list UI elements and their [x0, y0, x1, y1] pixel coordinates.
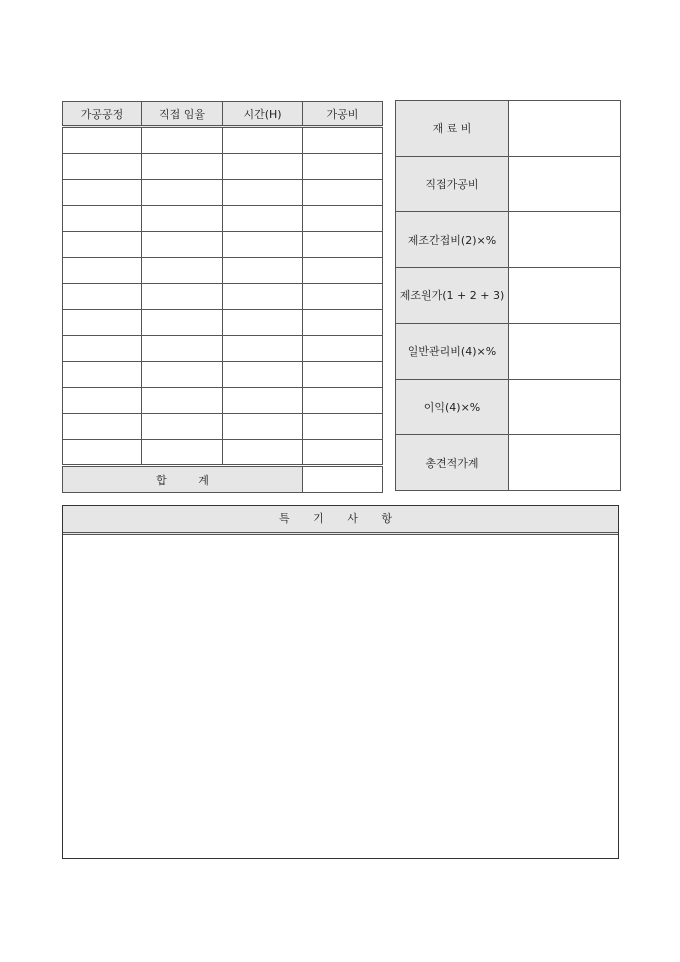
- table-cell[interactable]: [303, 284, 383, 310]
- table-cell[interactable]: [223, 362, 303, 388]
- table-cell[interactable]: [303, 258, 383, 284]
- header-process: 가공공정: [63, 102, 142, 127]
- table-cell[interactable]: [142, 258, 223, 284]
- table-cell[interactable]: [63, 440, 142, 466]
- cost-label-manufacturing-cost: 제조원가(1 + 2 + 3): [396, 268, 509, 324]
- table-cell[interactable]: [142, 284, 223, 310]
- table-cell[interactable]: [142, 180, 223, 206]
- table-cell[interactable]: [63, 180, 142, 206]
- cost-row-general-admin: [396, 323, 621, 379]
- table-cell[interactable]: [142, 154, 223, 180]
- header-hours: 시간(H): [223, 102, 303, 127]
- table-cell[interactable]: [63, 414, 142, 440]
- table-row: [63, 362, 383, 388]
- table-cell[interactable]: [63, 232, 142, 258]
- table-cell[interactable]: [223, 206, 303, 232]
- table-row: [63, 414, 383, 440]
- cost-value-direct-processing[interactable]: [509, 156, 621, 212]
- table-cell[interactable]: [303, 154, 383, 180]
- table-cell[interactable]: [223, 310, 303, 336]
- table-cell[interactable]: [303, 127, 383, 154]
- cost-summary-table: [395, 100, 621, 491]
- table-cell[interactable]: [223, 414, 303, 440]
- table-cell[interactable]: [142, 440, 223, 466]
- total-row: [63, 466, 383, 493]
- table-cell[interactable]: [63, 284, 142, 310]
- total-value-cell[interactable]: [303, 466, 383, 493]
- table-cell[interactable]: [223, 258, 303, 284]
- table-cell[interactable]: [223, 154, 303, 180]
- table-cell[interactable]: [63, 362, 142, 388]
- table-cell[interactable]: [223, 232, 303, 258]
- table-row: [63, 258, 383, 284]
- table-row: [63, 336, 383, 362]
- table-cell[interactable]: [63, 258, 142, 284]
- table-cell[interactable]: [223, 440, 303, 466]
- table-row: [63, 310, 383, 336]
- table-cell[interactable]: [142, 336, 223, 362]
- table-cell[interactable]: [303, 206, 383, 232]
- table-cell[interactable]: [142, 206, 223, 232]
- cost-label-direct-processing: 직접가공비: [396, 156, 509, 212]
- table-cell[interactable]: [142, 310, 223, 336]
- cost-row-total-estimate: [396, 435, 621, 491]
- processing-cost-table: [62, 101, 383, 493]
- table-cell[interactable]: [303, 440, 383, 466]
- table-header-row: [63, 102, 383, 127]
- table-cell[interactable]: [303, 232, 383, 258]
- table-row: [63, 154, 383, 180]
- table-cell[interactable]: [223, 388, 303, 414]
- cost-row-indirect-manufacturing: [396, 212, 621, 268]
- table-row: [63, 180, 383, 206]
- table-row: [63, 284, 383, 310]
- table-cell[interactable]: [223, 180, 303, 206]
- table-row: [63, 232, 383, 258]
- cost-value-general-admin[interactable]: [509, 323, 621, 379]
- cost-label-total-estimate: 총견적가계: [396, 435, 509, 491]
- table-cell[interactable]: [63, 388, 142, 414]
- table-cell[interactable]: [223, 336, 303, 362]
- remarks-title: 특 기 사 항: [63, 506, 618, 535]
- cost-row-profit: [396, 379, 621, 435]
- table-cell[interactable]: [303, 310, 383, 336]
- table-cell[interactable]: [303, 388, 383, 414]
- cost-value-profit[interactable]: [509, 379, 621, 435]
- table-cell[interactable]: [63, 154, 142, 180]
- cost-value-total-estimate[interactable]: [509, 435, 621, 491]
- total-label: 합 계: [63, 466, 303, 493]
- table-cell[interactable]: [63, 336, 142, 362]
- table-cell[interactable]: [142, 127, 223, 154]
- cost-value-manufacturing-cost[interactable]: [509, 268, 621, 324]
- cost-label-material: 재 료 비: [396, 101, 509, 157]
- cost-label-indirect-manufacturing: 제조간접비(2)×%: [396, 212, 509, 268]
- table-row: [63, 206, 383, 232]
- table-cell[interactable]: [63, 127, 142, 154]
- table-cell[interactable]: [142, 414, 223, 440]
- table-cell[interactable]: [303, 180, 383, 206]
- table-cell[interactable]: [303, 414, 383, 440]
- cost-row-material: [396, 101, 621, 157]
- cost-value-material[interactable]: [509, 101, 621, 157]
- table-cell[interactable]: [303, 336, 383, 362]
- table-row: [63, 440, 383, 466]
- remarks-section: [62, 505, 619, 859]
- header-direct-rate: 직접 임율: [142, 102, 223, 127]
- table-cell[interactable]: [142, 232, 223, 258]
- table-cell[interactable]: [303, 362, 383, 388]
- table-cell[interactable]: [142, 362, 223, 388]
- cost-row-direct-processing: [396, 156, 621, 212]
- table-row: [63, 388, 383, 414]
- cost-value-indirect-manufacturing[interactable]: [509, 212, 621, 268]
- table-cell[interactable]: [223, 127, 303, 154]
- table-cell[interactable]: [63, 310, 142, 336]
- table-cell[interactable]: [223, 284, 303, 310]
- table-cell[interactable]: [63, 206, 142, 232]
- table-cell[interactable]: [142, 388, 223, 414]
- cost-label-profit: 이익(4)×%: [396, 379, 509, 435]
- cost-label-general-admin: 일반관리비(4)×%: [396, 323, 509, 379]
- header-processing-cost: 가공비: [303, 102, 383, 127]
- table-row: [63, 127, 383, 154]
- cost-row-manufacturing-cost: [396, 268, 621, 324]
